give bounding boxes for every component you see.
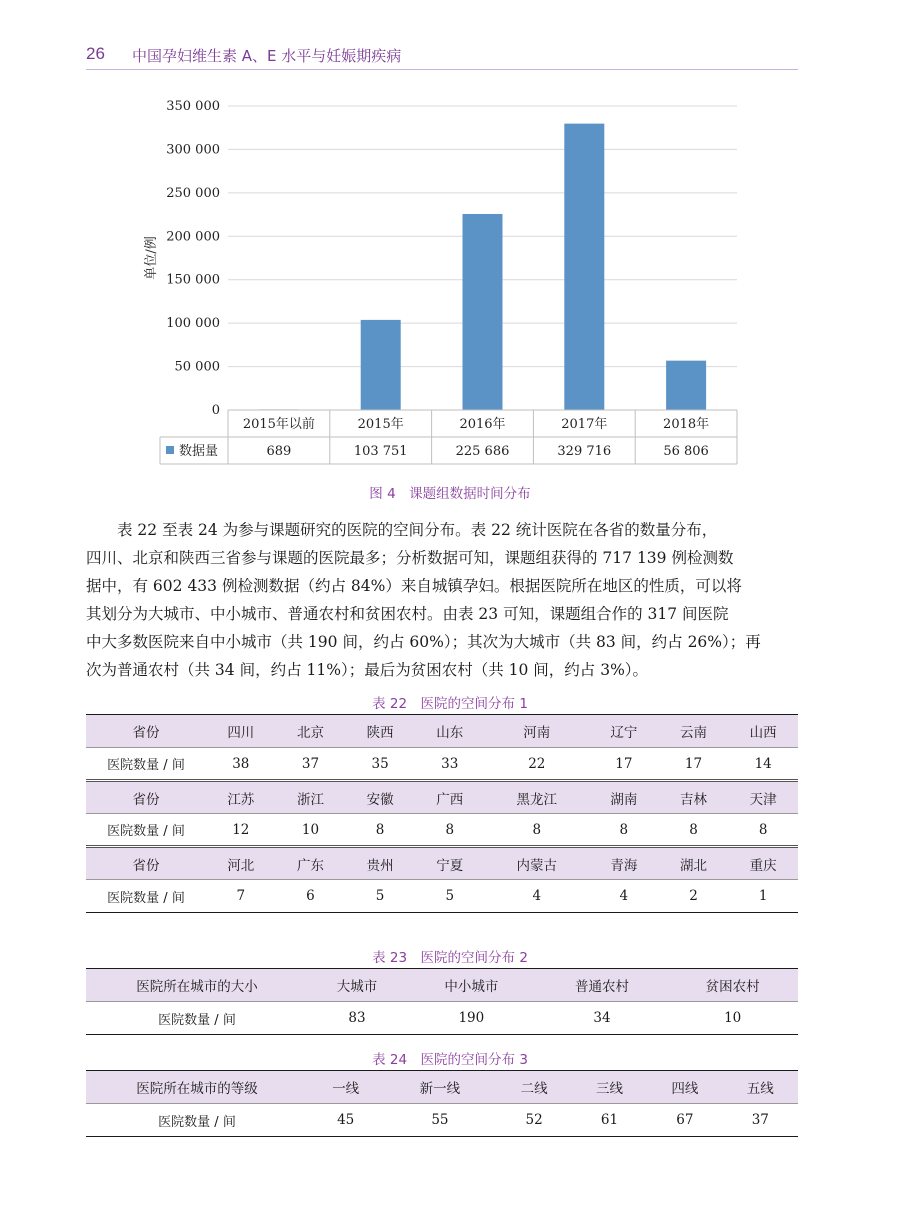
province-cell: 青海 [589, 847, 659, 880]
count-cell: 4 [589, 880, 659, 913]
count-cell: 22 [485, 748, 589, 781]
header-label: 省份 [86, 781, 206, 814]
count-cell: 8 [659, 814, 729, 847]
province-cell: 辽宁 [589, 715, 659, 748]
paragraph-line: 四川、北京和陕西三省参与课题的医院最多；分析数据可知，课题组获得的 717 139 例检测数 [86, 549, 734, 567]
count-cell: 8 [485, 814, 589, 847]
table23-caption: 表 23 医院的空间分布 2 [372, 950, 528, 966]
count-cell: 34 [537, 1002, 668, 1035]
count-cell: 14 [728, 748, 798, 781]
count-cell: 83 [308, 1002, 406, 1035]
count-cell: 4 [485, 880, 589, 913]
province-cell: 广东 [276, 847, 346, 880]
y-axis-label: 单位/例 [144, 236, 159, 280]
x-category-label: 2016年 [459, 417, 506, 432]
bar [361, 320, 401, 410]
count-cell: 7 [206, 880, 276, 913]
bar-chart [0, 0, 900, 480]
bar [666, 361, 706, 410]
count-cell: 6 [276, 880, 346, 913]
body-paragraph [86, 516, 798, 684]
count-cell: 12 [206, 814, 276, 847]
province-cell: 吉林 [659, 781, 729, 814]
table-header-row [86, 847, 798, 880]
province-cell: 宁夏 [415, 847, 485, 880]
count-cell: 38 [206, 748, 276, 781]
legend-swatch [166, 446, 174, 454]
count-cell: 8 [589, 814, 659, 847]
count-cell: 190 [406, 1002, 537, 1035]
y-tick-label: 100 000 [166, 316, 220, 332]
count-cell: 2 [659, 880, 729, 913]
x-category-label: 2015年以前 [242, 417, 315, 432]
table-row [86, 814, 798, 847]
table-header-row [86, 1071, 798, 1104]
data-label: 689 [266, 444, 292, 459]
table-header-row [86, 781, 798, 814]
count-cell: 37 [723, 1104, 798, 1137]
y-tick-label: 300 000 [166, 142, 220, 158]
y-tick-label: 200 000 [166, 229, 220, 245]
paragraph-line: 中大多数医院来自中小城市（共 190 间，约占 60%）；其次为大城市（共 83 间，约占 26%）；再 [86, 633, 761, 651]
province-cell: 河南 [485, 715, 589, 748]
x-category-label: 2015年 [357, 417, 404, 432]
header-label: 省份 [86, 847, 206, 880]
province-cell: 天津 [728, 781, 798, 814]
province-cell: 内蒙古 [485, 847, 589, 880]
column-header: 四线 [647, 1071, 722, 1104]
y-tick-label: 350 000 [166, 99, 220, 114]
column-header: 三线 [572, 1071, 647, 1104]
header-label: 省份 [86, 715, 206, 748]
data-label: 56 806 [663, 444, 709, 459]
province-cell: 广西 [415, 781, 485, 814]
province-cell: 浙江 [276, 781, 346, 814]
header-label: 医院所在城市的大小 [86, 969, 308, 1002]
count-cell: 10 [276, 814, 346, 847]
paragraph-line: 表 22 至表 24 为参与课题研究的医院的空间分布。表 22 统计医院在各省的数量分布， [117, 521, 718, 539]
table24 [86, 1070, 798, 1137]
province-cell: 山东 [415, 715, 485, 748]
paragraph-line: 据中，有 602 433 例检测数据（约占 84%）来自城镇孕妇。根据医院所在地区的性质，可以将 [86, 577, 742, 595]
count-cell: 10 [667, 1002, 798, 1035]
province-cell: 黑龙江 [485, 781, 589, 814]
running-title: 中国孕妇维生素 A、E 水平与妊娠期疾病 [132, 47, 402, 65]
province-cell: 湖南 [589, 781, 659, 814]
x-category-label: 2017年 [561, 417, 608, 432]
value-label: 医院数量 / 间 [86, 880, 206, 913]
value-label: 医院数量 / 间 [86, 814, 206, 847]
count-cell: 52 [496, 1104, 571, 1137]
paragraph-line: 其划分为大城市、中小城市、普通农村和贫困农村。由表 23 可知，课题组合作的 317 间医院 [86, 605, 729, 623]
count-cell: 37 [276, 748, 346, 781]
data-label: 329 716 [557, 444, 612, 459]
count-cell: 45 [308, 1104, 383, 1137]
count-cell: 8 [345, 814, 415, 847]
table-row [86, 748, 798, 781]
province-cell: 重庆 [728, 847, 798, 880]
province-cell: 陕西 [345, 715, 415, 748]
province-cell: 贵州 [345, 847, 415, 880]
count-cell: 17 [659, 748, 729, 781]
column-header: 一线 [308, 1071, 383, 1104]
y-tick-label: 150 000 [166, 272, 220, 288]
count-cell: 5 [345, 880, 415, 913]
province-cell: 四川 [206, 715, 276, 748]
province-cell: 云南 [659, 715, 729, 748]
table22-caption: 表 22 医院的空间分布 1 [372, 696, 528, 712]
count-cell: 35 [345, 748, 415, 781]
figure-caption: 图 4 课题组数据时间分布 [369, 486, 531, 502]
count-cell: 1 [728, 880, 798, 913]
table-row [86, 1104, 798, 1137]
data-label: 103 751 [353, 444, 408, 459]
y-tick-label: 50 000 [174, 359, 220, 375]
count-cell: 67 [647, 1104, 722, 1137]
count-cell: 8 [728, 814, 798, 847]
province-cell: 湖北 [659, 847, 729, 880]
bar [463, 214, 503, 410]
column-header: 五线 [723, 1071, 798, 1104]
count-cell: 8 [415, 814, 485, 847]
bar [564, 124, 604, 410]
table-header-row [86, 715, 798, 748]
count-cell: 61 [572, 1104, 647, 1137]
count-cell: 33 [415, 748, 485, 781]
province-cell: 江苏 [206, 781, 276, 814]
y-tick-label: 250 000 [166, 185, 220, 201]
province-cell: 北京 [276, 715, 346, 748]
table23 [86, 968, 798, 1035]
count-cell: 17 [589, 748, 659, 781]
header-label: 医院所在城市的等级 [86, 1071, 308, 1104]
column-header: 中小城市 [406, 969, 537, 1002]
value-label: 医院数量 / 间 [86, 748, 206, 781]
table24-caption: 表 24 医院的空间分布 3 [372, 1052, 528, 1068]
column-header: 新一线 [383, 1071, 496, 1104]
data-label: 225 686 [455, 444, 510, 459]
province-cell: 河北 [206, 847, 276, 880]
table-row [86, 1002, 798, 1035]
legend-label: 数据量 [179, 444, 219, 459]
x-category-label: 2018年 [663, 417, 710, 432]
count-cell: 55 [383, 1104, 496, 1137]
value-label: 医院数量 / 间 [86, 1104, 308, 1137]
count-cell: 5 [415, 880, 485, 913]
table22 [86, 714, 798, 913]
column-header: 大城市 [308, 969, 406, 1002]
paragraph-line: 次为普通农村（共 34 间，约占 11%）；最后为贫困农村（共 10 间，约占 3%）。 [86, 661, 649, 679]
column-header: 二线 [496, 1071, 571, 1104]
page-number: 26 [86, 44, 105, 63]
table-header-row [86, 969, 798, 1002]
column-header: 贫困农村 [667, 969, 798, 1002]
column-header: 普通农村 [537, 969, 668, 1002]
value-label: 医院数量 / 间 [86, 1002, 308, 1035]
y-tick-label: 0 [211, 403, 220, 418]
table-row [86, 880, 798, 913]
province-cell: 山西 [728, 715, 798, 748]
province-cell: 安徽 [345, 781, 415, 814]
